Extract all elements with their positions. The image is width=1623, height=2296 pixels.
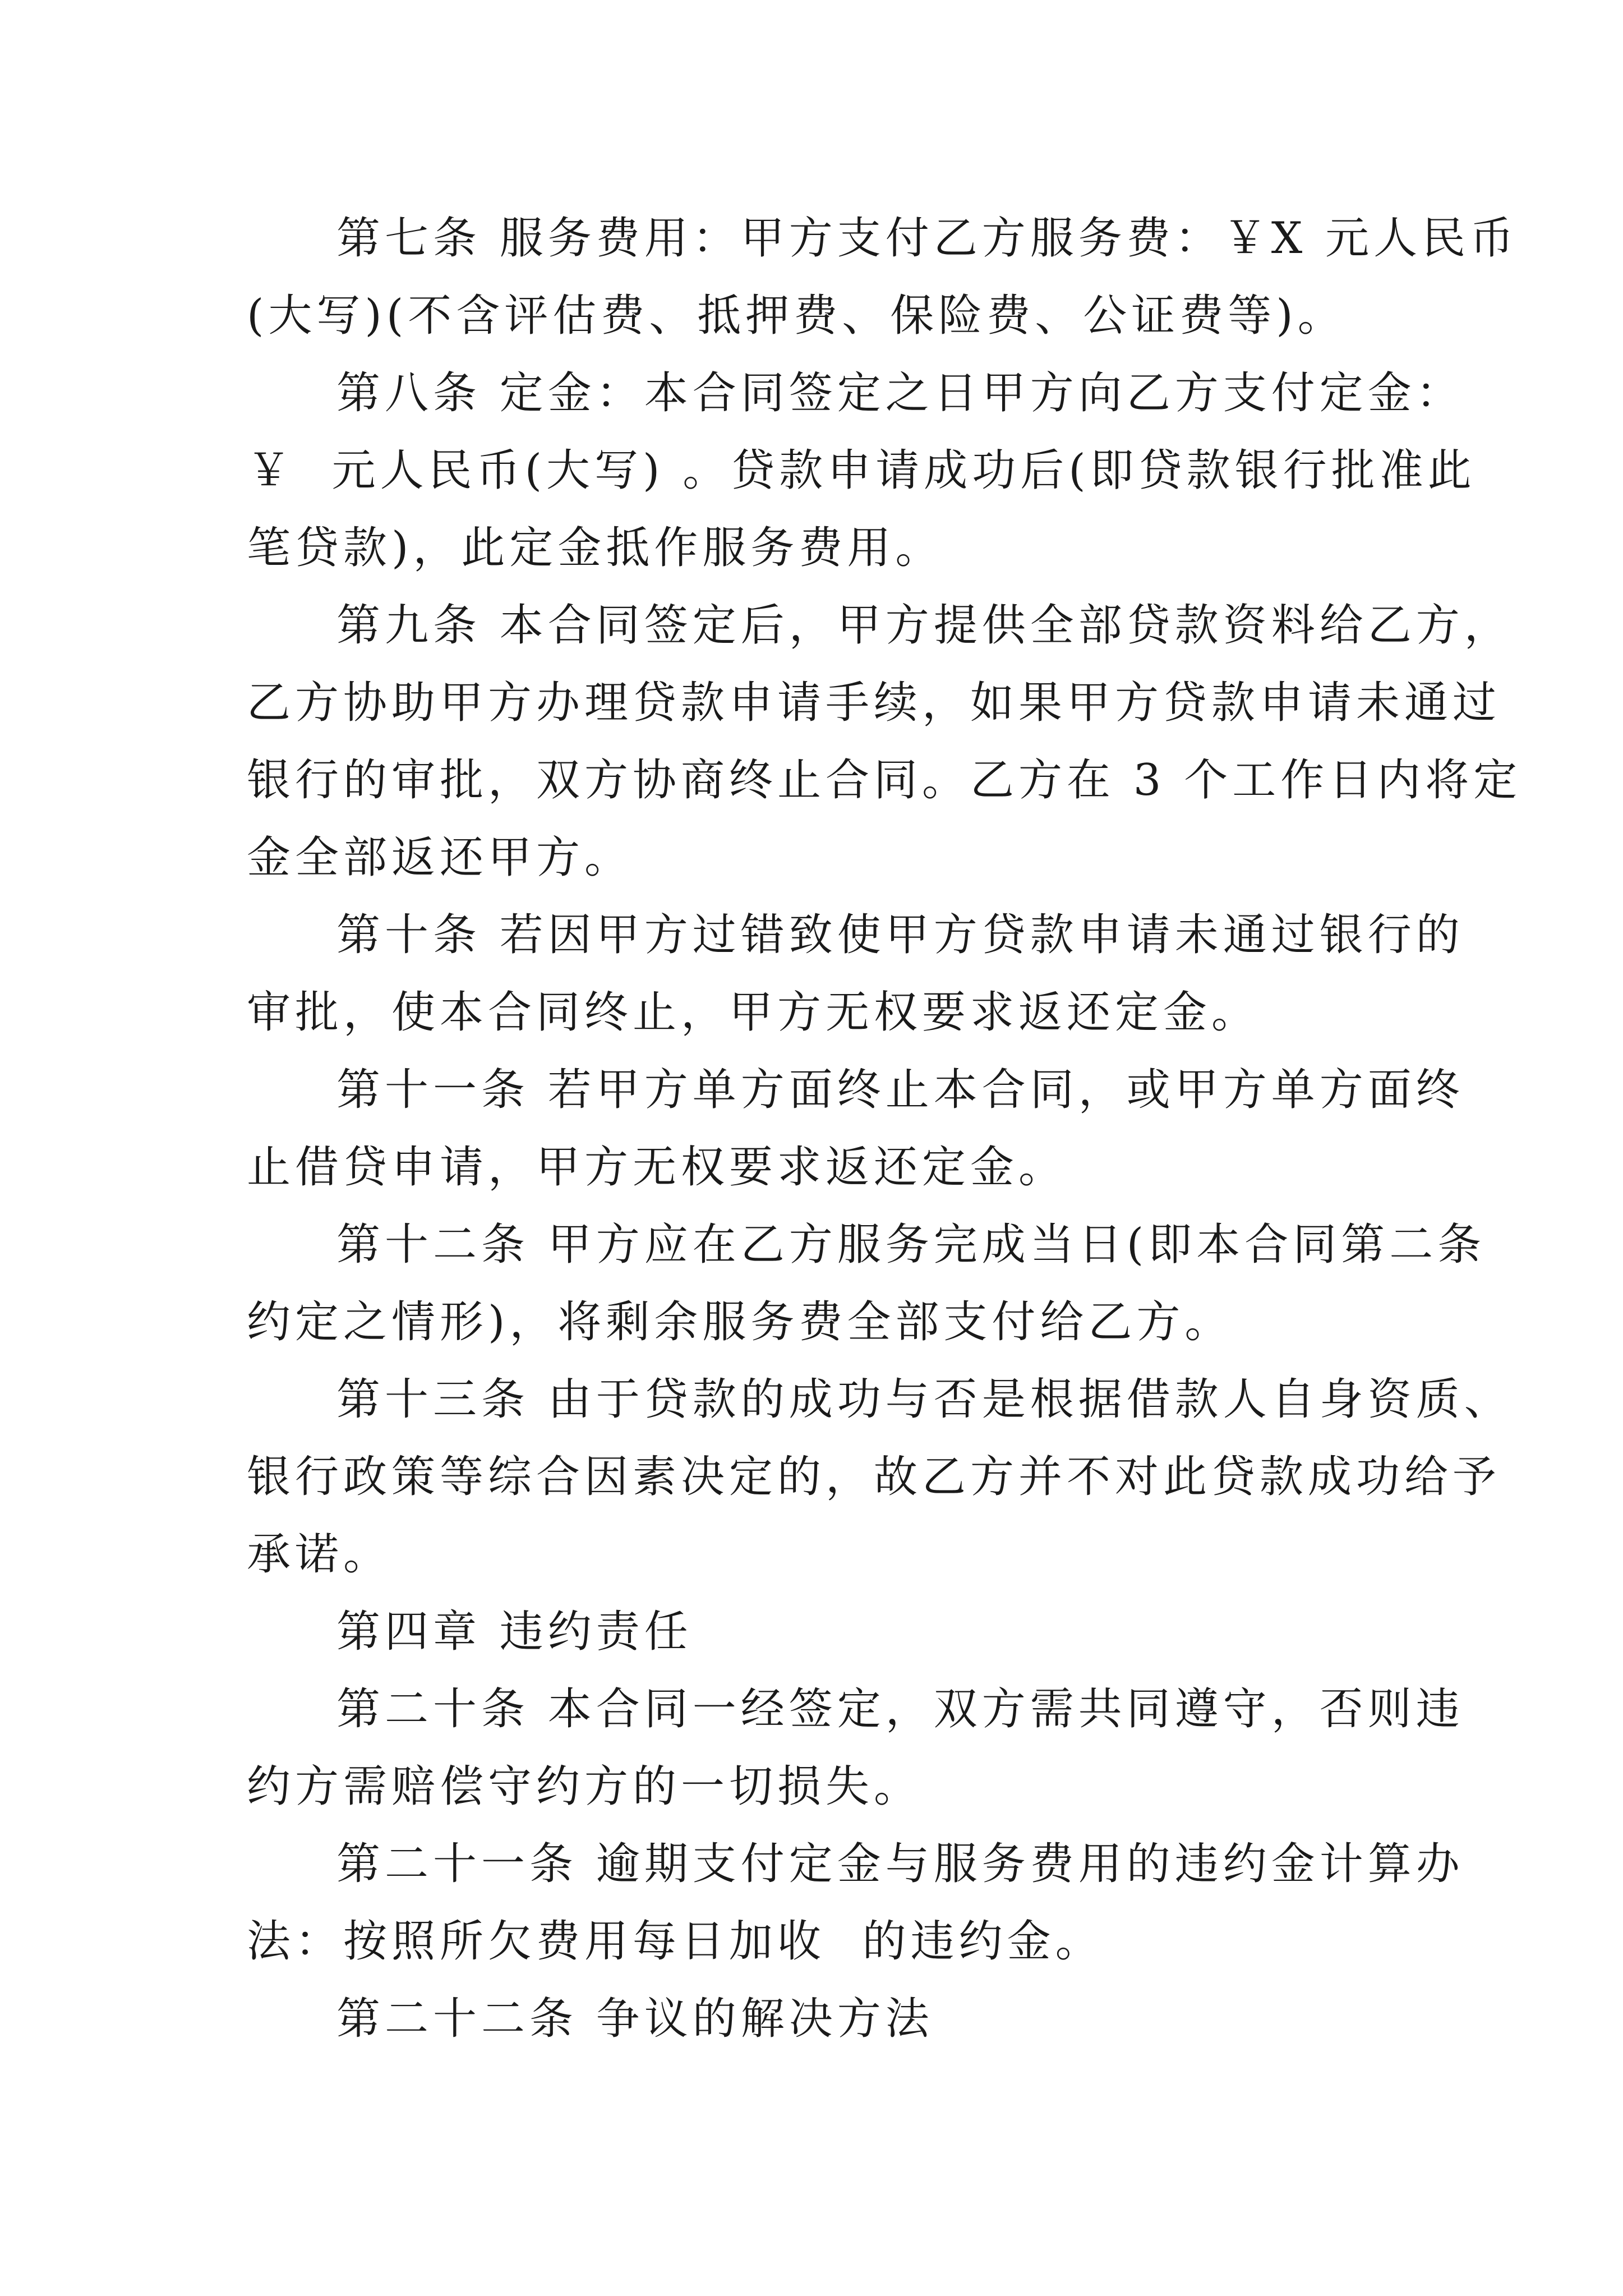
text-line: 第八条 定金：本合同签定之日甲方向乙方支付定金： xyxy=(336,368,1464,418)
text-line: 笔贷款)，此定金抵作服务费用。 xyxy=(247,523,944,573)
text-line: 第十一条 若甲方单方面终止本合同，或甲方单方面终 xyxy=(336,1065,1464,1115)
text-line: 约定之情形)，将剩余服务费全部支付给乙方。 xyxy=(247,1297,1233,1347)
text-line: 第十三条 由于贷款的成功与否是根据借款人自身资质、 xyxy=(336,1374,1513,1425)
text-line: 第二十条 本合同一经签定，双方需共同遵守，否则违 xyxy=(336,1684,1464,1734)
text-line: 审批，使本合同终止，甲方无权要求返还定金。 xyxy=(247,987,1260,1038)
text-line: 银行的审批，双方协商终止合同。乙方在 3 个工作日内将定 xyxy=(247,755,1522,806)
text-line: 第七条 服务费用：甲方支付乙方服务费：￥X 元人民币 xyxy=(336,213,1519,264)
text-line: 乙方协助甲方办理贷款申请手续，如果甲方贷款申请未通过 xyxy=(247,678,1501,728)
text-line: 第十二条 甲方应在乙方服务完成当日(即本合同第二条 xyxy=(336,1220,1486,1270)
text-line: 银行政策等综合因素决定的，故乙方并不对此贷款成功给予 xyxy=(247,1452,1501,1502)
text-line: 第二十一条 逾期支付定金与服务费用的违约金计算办 xyxy=(336,1839,1464,1889)
text-line: 约方需赔偿守约方的一切损失。 xyxy=(247,1761,923,1812)
text-line: 法：按照所欠费用每日加收 的违约金。 xyxy=(247,1916,1104,1967)
text-line: 止借贷申请，甲方无权要求返还定金。 xyxy=(247,1142,1067,1193)
text-line: 第十条 若因甲方过错致使甲方贷款申请未通过银行的 xyxy=(336,910,1464,960)
text-line: (大写)(不含评估费、抵押费、保险费、公证费等)。 xyxy=(247,291,1346,341)
text-line: 第九条 本合同签定后，甲方提供全部贷款资料给乙方， xyxy=(336,600,1513,651)
chapter-heading: 第四章 违约责任 xyxy=(336,1607,693,1657)
text-line: 第二十二条 争议的解决方法 xyxy=(336,1994,934,2044)
text-line: ￥ 元人民币(大写) 。贷款申请成功后(即贷款银行批准此 xyxy=(247,445,1476,496)
text-line: 金全部返还甲方。 xyxy=(247,832,633,883)
text-line: 承诺。 xyxy=(247,1529,392,1580)
